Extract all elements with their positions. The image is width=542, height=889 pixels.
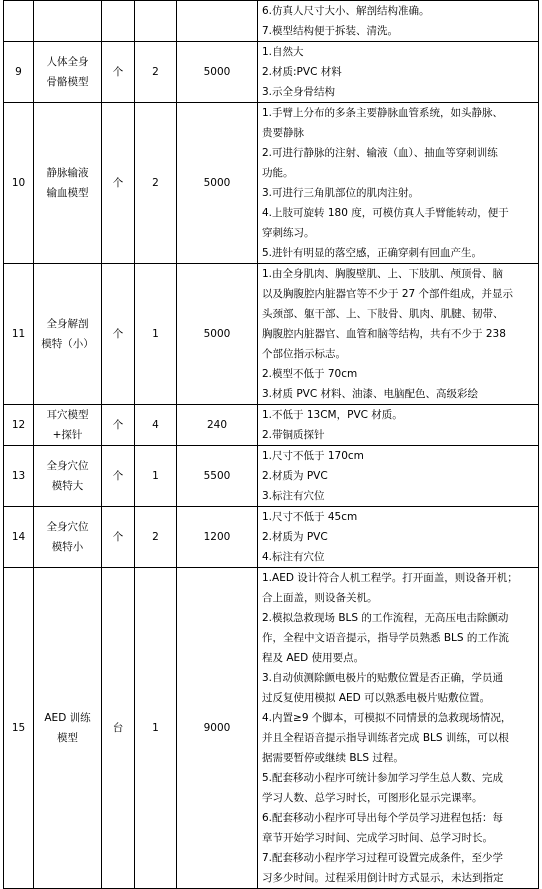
equipment-spec-table — [3, 0, 539, 889]
desc-line: 2.材质为 PVC — [262, 531, 328, 543]
unit-cell: 个 — [102, 507, 135, 568]
name-cell — [34, 405, 102, 446]
no-cell: 15 — [4, 568, 34, 889]
qty-cell: 2 — [135, 507, 177, 568]
desc-cell — [258, 103, 539, 264]
qty-cell — [135, 1, 177, 42]
desc-line: 4.内置≥9 个脚本，可模拟不同情景的急救现场情况， — [262, 712, 512, 724]
desc-line: 作，全程中文语音提示，指导学员熟悉 BLS 的工作流 — [262, 632, 509, 644]
desc-line: 贵要静脉 — [262, 127, 304, 139]
desc-line: 7.模型结构便于拆装、清洗。 — [262, 25, 399, 37]
name-line: +探针 — [52, 429, 83, 441]
name-line: 输血模型 — [46, 187, 89, 199]
desc-line: 据需要暂停或继续 BLS 过程。 — [262, 752, 404, 764]
no-cell: 10 — [4, 103, 34, 264]
desc-line: 功能。 — [262, 167, 294, 179]
desc-line: 2.可进行静脉的注射、输液（血）、抽血等穿刺训练 — [262, 147, 498, 159]
desc-line: 章节开始学习时间、完成学习时间、总学习时长。 — [262, 832, 493, 844]
desc-line: 合上面盖，则设备关机。 — [262, 592, 378, 604]
name-line: AED 训练 — [44, 712, 91, 724]
table-row — [4, 264, 539, 405]
desc-line: 学习人数、总学习时长，可图形化显示完课率。 — [262, 792, 483, 804]
table-row — [4, 568, 539, 889]
desc-line: 2.模型不低于 70cm — [262, 368, 358, 380]
table-row — [4, 405, 539, 446]
name-line: 模特（小） — [41, 338, 94, 350]
name-line: 骨骼模型 — [46, 76, 89, 88]
name-cell — [34, 42, 102, 103]
qty-cell: 4 — [135, 405, 177, 446]
table-row — [4, 42, 539, 103]
desc-line: 3.可进行三角肌部位的肌肉注射。 — [262, 187, 420, 199]
name-line: 人体全身 — [46, 56, 89, 68]
name-line: 模型 — [57, 732, 78, 744]
name-line: 静脉输液 — [46, 167, 89, 179]
price-cell: 5000 — [177, 264, 258, 405]
unit-cell: 个 — [102, 42, 135, 103]
desc-line: 胸腹腔内脏器官、血管和脑等结构，共有不少于 238 — [262, 328, 506, 340]
unit-cell: 个 — [102, 405, 135, 446]
desc-line: 1.AED 设计符合人机工程学。打开面盖，则设备开机； — [262, 572, 518, 584]
no-cell: 9 — [4, 42, 34, 103]
desc-line: 头颈部、躯干部、上、下肢骨、肌肉、肌腱、韧带、 — [262, 308, 504, 320]
name-cell — [34, 103, 102, 264]
desc-line: 穿刺练习。 — [262, 227, 315, 239]
qty-cell: 1 — [135, 264, 177, 405]
desc-line: 1.尺寸不低于 45cm — [262, 511, 358, 523]
no-cell: 12 — [4, 405, 34, 446]
price-cell: 5500 — [177, 446, 258, 507]
desc-line: 2.材质:PVC 材料 — [262, 66, 342, 78]
unit-cell: 个 — [102, 264, 135, 405]
desc-line: 程及 AED 使用要点。 — [262, 652, 365, 664]
table-row — [4, 1, 539, 42]
desc-cell — [258, 42, 539, 103]
price-cell — [177, 1, 258, 42]
name-line: 耳穴模型 — [46, 409, 89, 421]
desc-line: 1.尺寸不低于 170cm — [262, 450, 364, 462]
desc-line: 5.配套移动小程序可统计参加学习学生总人数、完成 — [262, 772, 504, 784]
desc-line: 3.材质 PVC 材料、油漆、电脑配色、高级彩绘 — [262, 388, 479, 400]
name-line: 模特小 — [51, 541, 84, 553]
qty-cell: 2 — [135, 103, 177, 264]
no-cell: 11 — [4, 264, 34, 405]
name-line: 全身穴位 — [46, 460, 89, 472]
unit-cell: 个 — [102, 446, 135, 507]
table-body — [4, 1, 539, 889]
qty-cell: 1 — [135, 446, 177, 507]
desc-line: 2.模拟急救现场 BLS 的工作流程，无高压电击除颤动 — [262, 612, 509, 624]
desc-line: 6.仿真人尺寸大小、解剖结构准确。 — [262, 5, 430, 17]
desc-line: 3.示全身骨结构 — [262, 86, 336, 98]
qty-cell: 2 — [135, 42, 177, 103]
name-cell — [34, 446, 102, 507]
desc-cell — [258, 264, 539, 405]
desc-line: 2.材质为 PVC — [262, 470, 328, 482]
desc-line: 3.自动侦测除颤电极片的贴敷位置是否正确，学员通 — [262, 672, 504, 684]
no-cell — [4, 1, 34, 42]
table-row — [4, 446, 539, 507]
no-cell: 14 — [4, 507, 34, 568]
name-line: 全身穴位 — [46, 521, 89, 533]
name-line: 模特大 — [51, 480, 84, 492]
price-cell: 1200 — [177, 507, 258, 568]
desc-cell — [258, 405, 539, 446]
desc-line: 1.不低于 13CM，PVC 材质。 — [262, 409, 403, 421]
name-line: 全身解剖 — [46, 318, 89, 330]
name-cell — [34, 507, 102, 568]
desc-line: 4.上肢可旋转 180 度，可模仿真人手臂能转动，便于 — [262, 207, 509, 219]
desc-line: 1.自然大 — [262, 46, 304, 58]
desc-line: 5.进针有明显的落空感，正确穿刺有回血产生。 — [262, 247, 483, 259]
desc-line: 个部位指示标志。 — [262, 348, 346, 360]
unit-cell: 个 — [102, 103, 135, 264]
desc-line: 7.配套移动小程序学习过程可设置完成条件，至少学 — [262, 852, 504, 864]
desc-line: 6.配套移动小程序可导出每个学员学习进程包括：每 — [262, 812, 504, 824]
desc-line: 2.带铜质探针 — [262, 429, 325, 441]
unit-cell — [102, 1, 135, 42]
desc-line: 并且全程语音提示指导训练者完成 BLS 训练，可以根 — [262, 732, 509, 744]
price-cell: 5000 — [177, 42, 258, 103]
name-cell — [34, 264, 102, 405]
desc-line: 以及胸腹腔内脏器官等不少于 27 个部件组成，并显示 — [262, 288, 514, 300]
qty-cell: 1 — [135, 568, 177, 889]
desc-cell — [258, 446, 539, 507]
desc-cell — [258, 568, 539, 889]
desc-cell — [258, 507, 539, 568]
no-cell: 13 — [4, 446, 34, 507]
desc-cell — [258, 1, 539, 42]
desc-line: 4.标注有穴位 — [262, 551, 325, 563]
price-cell: 240 — [177, 405, 258, 446]
price-cell: 9000 — [177, 568, 258, 889]
desc-line: 1.手臂上分布的多条主要静脉血管系统，如头静脉、 — [262, 107, 504, 119]
desc-line: 1.由全身肌肉、胸腹壁肌、上、下肢肌、颅顶骨、脑 — [262, 268, 504, 280]
price-cell: 5000 — [177, 103, 258, 264]
name-cell — [34, 1, 102, 42]
desc-line: 3.标注有穴位 — [262, 490, 325, 502]
name-cell — [34, 568, 102, 889]
table-row — [4, 103, 539, 264]
table-row — [4, 507, 539, 568]
unit-cell: 台 — [102, 568, 135, 889]
desc-line: 过反复使用模拟 AED 可以熟悉电极片贴敷位置。 — [262, 692, 491, 704]
desc-line: 习多少时间。过程采用倒计时方式显示，未达到指定 — [262, 872, 504, 884]
